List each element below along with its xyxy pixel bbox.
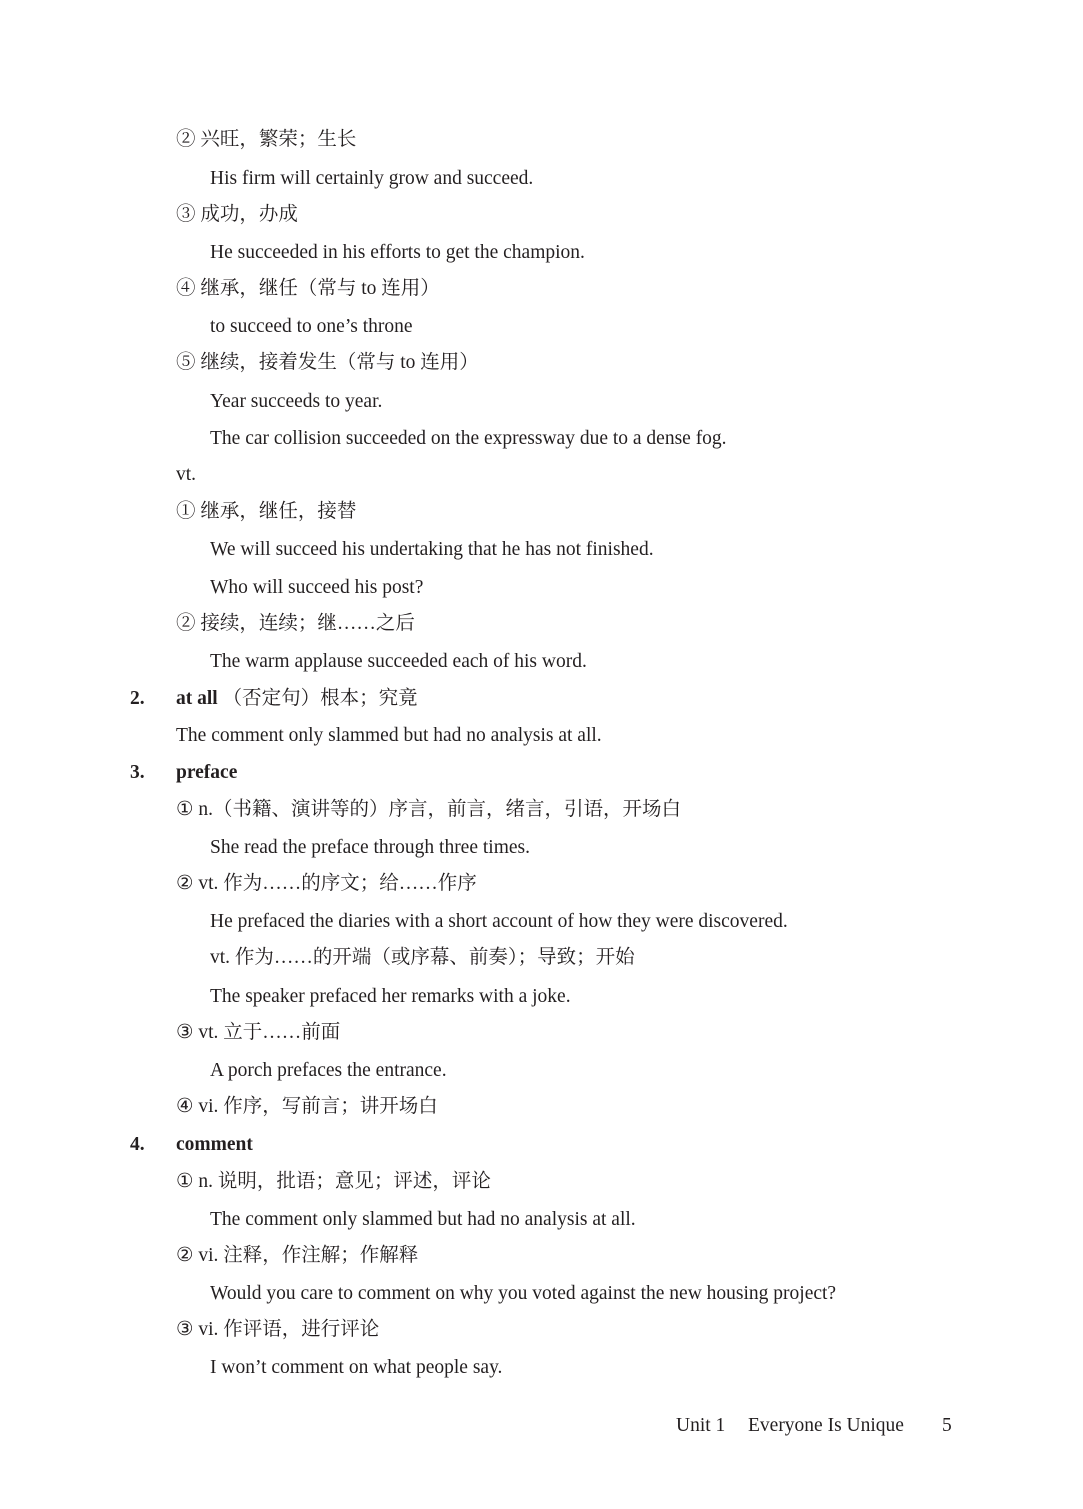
example-sentence: He prefaced the diaries with a short account of how they were discovered. [210, 911, 788, 932]
entry-heading [176, 687, 418, 711]
sense-line: ① n. 说明，批语；意见；评述，评论 [176, 1171, 491, 1192]
sense-line: ③ vt. 立于……前面 [176, 1022, 341, 1043]
example-sentence: I won’t comment on what people say. [210, 1357, 503, 1378]
entry-number: 3. [130, 762, 145, 783]
entry-number: 2. [130, 688, 145, 709]
headword: comment [176, 1134, 253, 1155]
footer-unit: Unit 1 [676, 1415, 726, 1436]
sense-line: ⑤ 继续，接着发生（常与 to 连用） [176, 352, 479, 373]
entry-number: 4. [130, 1134, 145, 1155]
example-sentence: The car collision succeeded on the expressway due to a dense fog. [210, 428, 727, 449]
example-sentence: He succeeded in his efforts to get the champion. [210, 242, 585, 263]
sense-line: ① n.（书籍、演讲等的）序言，前言，绪言，引语，开场白 [176, 799, 681, 820]
example-sentence: Would you care to comment on why you voted against the new housing project? [210, 1283, 837, 1304]
sense-line: ③ vi. 作评语，进行评论 [176, 1319, 380, 1340]
example-sentence: The speaker prefaced her remarks with a joke. [210, 986, 571, 1007]
example-sentence: The comment only slammed but had no analysis at all. [210, 1209, 636, 1230]
sense-line: ④ vi. 作序，写前言；讲开场白 [176, 1096, 438, 1117]
sense-line: ② 兴旺，繁荣；生长 [176, 129, 357, 150]
sense-line: ② vi. 注释，作注解；作解释 [176, 1245, 419, 1266]
sense-line: ④ 继承，继任（常与 to 连用） [176, 278, 440, 299]
definition: （否定句）根本；究竟 [222, 688, 418, 709]
footer-title: Everyone Is Unique [748, 1415, 904, 1436]
example-sentence: We will succeed his undertaking that he has not finished. [210, 539, 654, 560]
sense-line: ③ 成功，办成 [176, 204, 298, 225]
example-sentence: His firm will certainly grow and succeed. [210, 168, 534, 189]
headword: at all [176, 688, 218, 709]
example-sentence: to succeed to one’s throne [210, 316, 413, 337]
headword: preface [176, 762, 238, 783]
example-sentence: Year succeeds to year. [210, 391, 383, 412]
example-sentence: Who will succeed his post? [210, 577, 424, 598]
sense-line: ① 继承，继任，接替 [176, 501, 357, 522]
example-sentence: A porch prefaces the entrance. [210, 1060, 447, 1081]
sense-line: ② vt. 作为……的序文；给……作序 [176, 873, 477, 894]
sense-line: vt. 作为……的开端（或序幕、前奏）；导致；开始 [210, 947, 635, 968]
part-of-speech: vt. [176, 464, 197, 485]
sense-line: ② 接续，连续；继……之后 [176, 613, 415, 634]
page-number: 5 [942, 1415, 952, 1436]
example-sentence: The warm applause succeeded each of his word. [210, 651, 587, 672]
example-sentence: She read the preface through three times. [210, 837, 530, 858]
example-sentence: The comment only slammed but had no analysis at all. [176, 725, 602, 746]
